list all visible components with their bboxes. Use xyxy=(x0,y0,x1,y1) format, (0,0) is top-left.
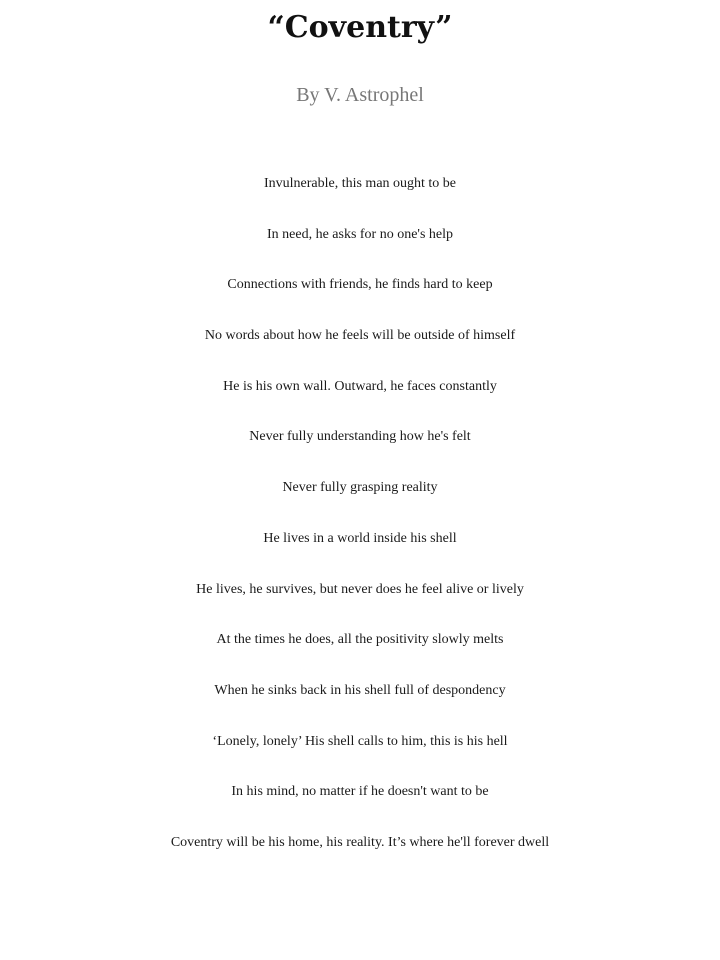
poem-line: Coventry will be his home, his reality. It’s where he'll forever dwell xyxy=(170,834,550,850)
poem-byline: By V. Astrophel xyxy=(296,84,424,106)
poem-line: Invulnerable, this man ought to be xyxy=(263,176,457,191)
poem-line: When he sinks back in his shell full of despondency xyxy=(214,682,506,698)
poem-line: In his mind, no matter if he doesn't want to be xyxy=(231,784,489,800)
poem-line: In need, he asks for no one's help xyxy=(266,226,454,242)
poem-title: “Coventry” xyxy=(267,10,453,45)
poem-line: Never fully understanding how he's felt xyxy=(249,429,471,445)
poem-line: He lives in a world inside his shell xyxy=(263,530,457,546)
poem-line: ‘Lonely, lonely’ His shell calls to him, this is his hell xyxy=(212,733,508,749)
poem-line: Never fully grasping reality xyxy=(282,480,438,496)
poem-line: No words about how he feels will be outside of himself xyxy=(204,328,516,344)
poem-line: He is his own wall. Outward, he faces constantly xyxy=(223,378,497,394)
poem-body xyxy=(0,170,720,880)
poem-line: He lives, he survives, but never does he feel alive or lively xyxy=(196,581,524,597)
poem-line: At the times he does, all the positivity slowly melts xyxy=(216,632,504,648)
poem-line: Connections with friends, he finds hard to keep xyxy=(227,277,493,293)
